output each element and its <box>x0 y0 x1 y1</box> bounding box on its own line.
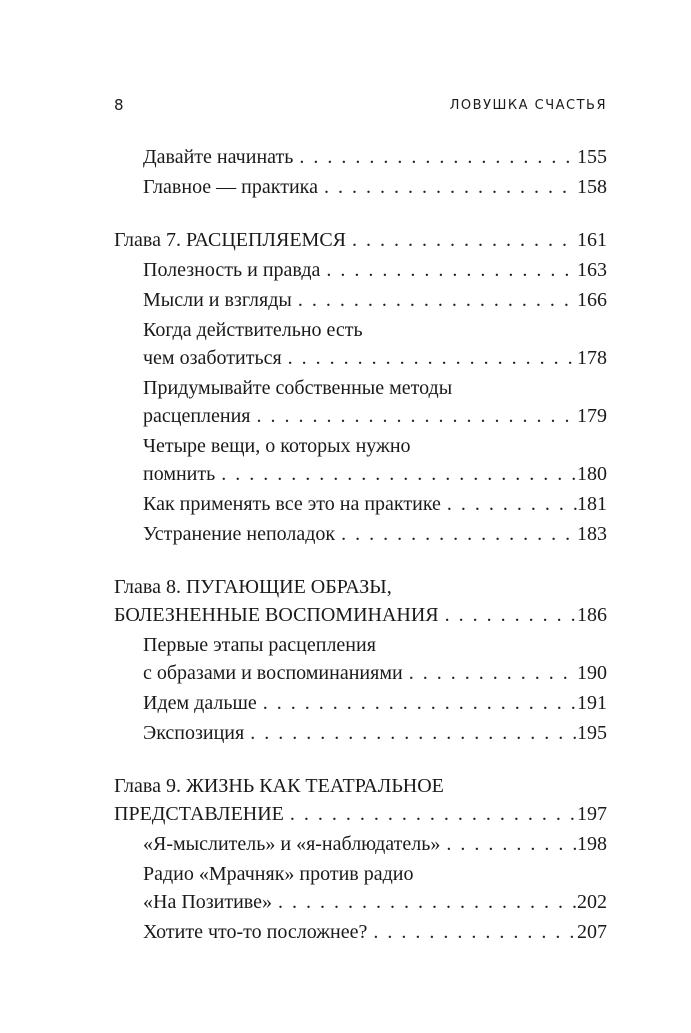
toc-entry-title: ПРЕДСТАВЛЕНИЕ <box>114 803 284 825</box>
toc-section-entry <box>143 860 607 916</box>
toc-chapter-entry <box>114 573 607 629</box>
toc-page-number: 183 <box>577 523 607 545</box>
toc-entry-title: Главное — практика <box>143 176 318 198</box>
table-of-contents <box>114 143 607 948</box>
dot-leader <box>320 256 577 284</box>
dot-leader <box>318 173 577 201</box>
toc-page-number: 191 <box>577 692 607 714</box>
toc-chapter-entry <box>114 226 607 254</box>
running-header <box>114 96 607 118</box>
toc-section-entry <box>143 256 607 284</box>
dot-leader <box>272 888 577 916</box>
toc-page-number: 186 <box>577 604 607 626</box>
toc-entry-title: Хотите что-то посложнее? <box>143 921 368 943</box>
toc-entry-title: Радио «Мрачняк» против радио <box>143 863 414 885</box>
toc-entry-title: Глава 9. ЖИЗНЬ КАК ТЕАТРАЛЬНОЕ <box>114 775 444 797</box>
toc-entry-title: Мысли и взгляды <box>143 289 292 311</box>
toc-entry-title: с образами и воспоминаниями <box>143 662 403 684</box>
toc-page-number: 178 <box>577 347 607 369</box>
toc-entry-title: «Я-мыслитель» и «я-наблюдатель» <box>143 833 441 855</box>
toc-page-number: 155 <box>577 146 607 168</box>
toc-page-number: 161 <box>577 229 607 251</box>
toc-page-number: 195 <box>577 722 607 744</box>
page-number: 8 <box>114 96 124 114</box>
dot-leader <box>439 601 577 629</box>
toc-section-entry <box>143 374 607 430</box>
dot-leader <box>367 918 577 946</box>
dot-leader <box>284 800 577 828</box>
toc-page-number: 207 <box>577 921 607 943</box>
toc-page-number: 166 <box>577 289 607 311</box>
dot-leader <box>335 520 577 548</box>
toc-page-number: 179 <box>577 405 607 427</box>
toc-entry-title: Полезность и правда <box>143 259 321 281</box>
toc-section-entry <box>143 286 607 314</box>
toc-page-number: 158 <box>577 176 607 198</box>
dot-leader <box>346 226 577 254</box>
book-title: ЛОВУШКА СЧАСТЬЯ <box>449 98 607 113</box>
toc-entry-title: Экспозиция <box>143 722 245 744</box>
dot-leader <box>251 402 578 430</box>
toc-page-number: 202 <box>577 891 607 913</box>
toc-entry-title: расцепления <box>143 405 251 427</box>
dot-leader <box>215 460 577 488</box>
toc-section-entry <box>143 918 607 946</box>
toc-section-entry <box>143 719 607 747</box>
toc-section-entry <box>143 173 607 201</box>
toc-entry-title: Идем дальше <box>143 692 257 714</box>
dot-leader <box>293 143 577 171</box>
toc-section-entry <box>143 631 607 687</box>
toc-page-number: 180 <box>577 463 607 485</box>
toc-entry-title: Первые этапы расцепления <box>143 634 376 656</box>
toc-section-entry <box>143 316 607 372</box>
toc-entry-title: Как применять все это на практике <box>143 493 441 515</box>
dot-leader <box>440 830 577 858</box>
toc-entry-title: Четыре вещи, о которых нужно <box>143 435 411 457</box>
toc-section-entry <box>143 520 607 548</box>
toc-page-number: 190 <box>577 662 607 684</box>
dot-leader <box>403 659 577 687</box>
toc-entry-title: Глава 8. ПУГАЮЩИЕ ОБРАЗЫ, <box>114 576 392 598</box>
dot-leader <box>441 490 577 518</box>
toc-section-entry <box>143 830 607 858</box>
toc-entry-title: помнить <box>143 463 216 485</box>
dot-leader <box>257 689 577 717</box>
dot-leader <box>244 719 577 747</box>
toc-entry-title: БОЛЕЗНЕННЫЕ ВОСПОМИНАНИЯ <box>114 604 439 626</box>
toc-page-number: 163 <box>577 259 607 281</box>
toc-entry-title: Придумывайте собственные методы <box>143 377 453 399</box>
toc-page-number: 198 <box>577 833 607 855</box>
toc-section-entry <box>143 490 607 518</box>
toc-section-entry <box>143 143 607 171</box>
toc-entry-title: Глава 7. РАСЦЕПЛЯЕМСЯ <box>114 229 347 251</box>
toc-page-number: 181 <box>577 493 607 515</box>
toc-chapter-entry <box>114 772 607 828</box>
toc-entry-title: Когда действительно есть <box>143 319 363 341</box>
toc-section-entry <box>143 432 607 488</box>
toc-section-entry <box>143 689 607 717</box>
toc-entry-title: чем озаботиться <box>143 347 282 369</box>
toc-entry-title: Давайте начинать <box>143 146 294 168</box>
toc-entry-title: «На Позитиве» <box>143 891 273 913</box>
toc-page-number: 197 <box>577 803 607 825</box>
toc-entry-title: Устранение неполадок <box>143 523 336 545</box>
dot-leader <box>292 286 577 314</box>
dot-leader <box>282 344 577 372</box>
